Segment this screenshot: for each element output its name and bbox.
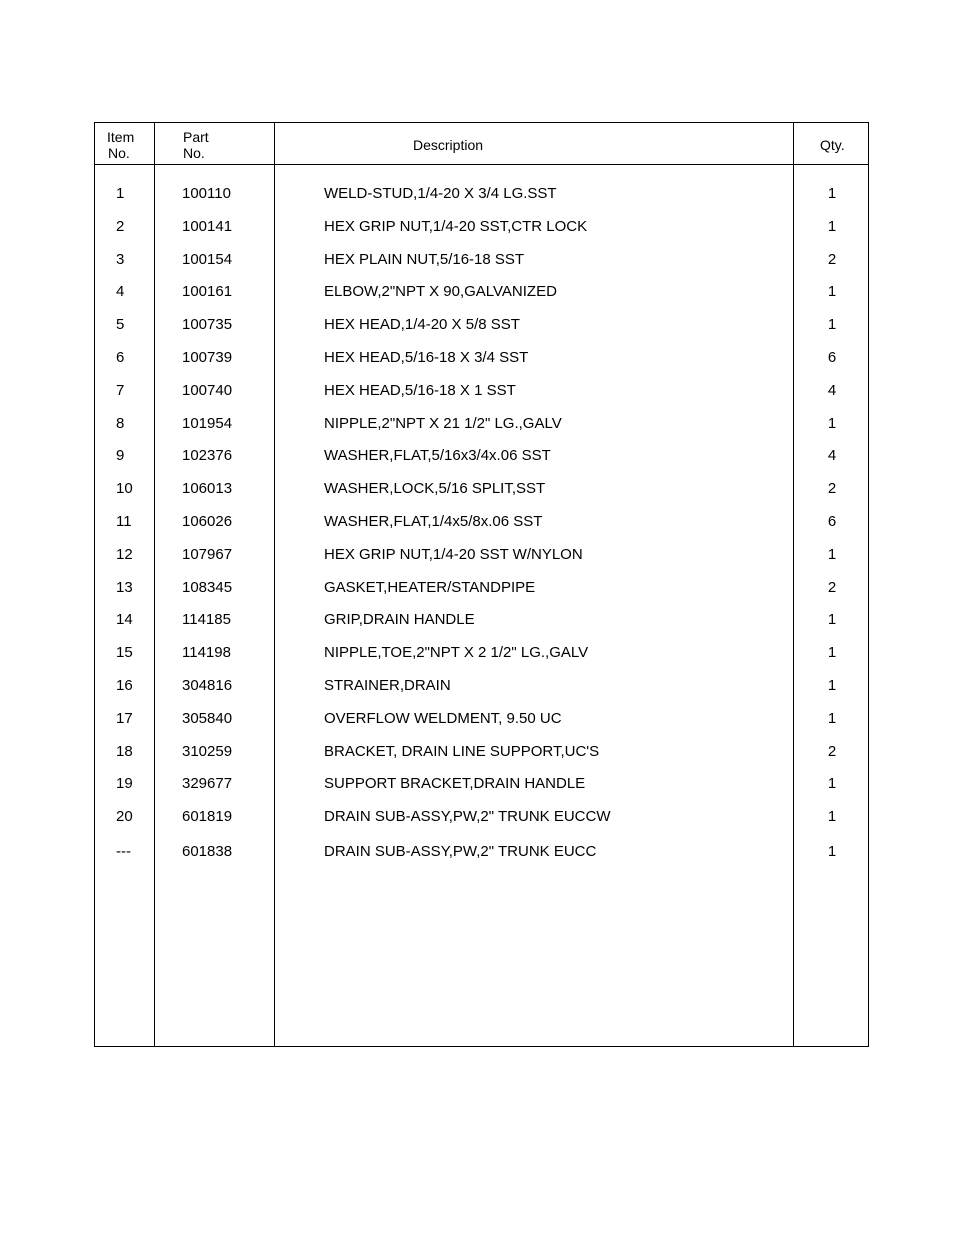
part-no: 100154 (182, 250, 233, 268)
table-row (95, 316, 868, 349)
part-description: WELD-STUD,1/4-20 X 3/4 LG.SST (324, 185, 557, 202)
table-row (95, 579, 868, 612)
item-no: 18 (116, 742, 133, 760)
part-no: 601838 (182, 842, 233, 860)
part-no: 100161 (182, 283, 233, 301)
quantity: 2 (827, 480, 837, 498)
item-no: 10 (116, 480, 133, 498)
parts-list-table (94, 122, 869, 1047)
part-description: HEX HEAD,5/16-18 X 1 SST (324, 381, 516, 399)
table-row (95, 283, 868, 316)
part-description: STRAINER,DRAIN (324, 676, 451, 694)
part-description: ELBOW,2"NPT X 90,GALVANIZED (324, 283, 557, 301)
quantity: 2 (827, 250, 837, 268)
part-description: BRACKET, DRAIN LINE SUPPORT,UC'S (324, 742, 600, 760)
quantity: 1 (827, 217, 837, 235)
quantity: 1 (827, 316, 837, 334)
part-description: OVERFLOW WELDMENT, 9.50 UC (324, 709, 562, 727)
table-row (95, 382, 868, 415)
quantity: 1 (827, 644, 837, 662)
part-no: 100110 (182, 185, 231, 202)
part-description: HEX GRIP NUT,1/4-20 SST,CTR LOCK (324, 217, 588, 235)
table-row (95, 415, 868, 448)
part-description: SUPPORT BRACKET,DRAIN HANDLE (324, 775, 586, 793)
table-row (95, 480, 868, 513)
part-no: 601819 (182, 808, 233, 826)
quantity: 1 (827, 545, 837, 563)
item-no: 5 (116, 316, 125, 334)
table-row (95, 447, 868, 480)
header-item-no (107, 129, 134, 161)
part-no: 106026 (182, 512, 233, 530)
part-description: NIPPLE,2"NPT X 21 1/2" LG.,GALV (324, 414, 562, 432)
part-no: 100141 (182, 217, 233, 235)
header-item-line2: No. (108, 145, 130, 161)
part-no: 329677 (182, 775, 233, 793)
part-no: 114198 (182, 644, 231, 662)
item-no: 19 (116, 775, 133, 793)
part-description: GRIP,DRAIN HANDLE (324, 611, 475, 629)
part-description: WASHER,LOCK,5/16 SPLIT,SST (324, 480, 546, 498)
table-row (95, 644, 868, 677)
table-row (95, 546, 868, 579)
quantity: 1 (827, 709, 837, 727)
part-description: HEX HEAD,1/4-20 X 5/8 SST (324, 316, 520, 334)
part-description: NIPPLE,TOE,2"NPT X 2 1/2" LG.,GALV (324, 644, 589, 662)
table-row (95, 710, 868, 743)
header-part-line1: Part (183, 129, 209, 145)
item-no: 13 (116, 578, 133, 596)
table-row (95, 775, 868, 808)
part-no: 100740 (182, 381, 233, 399)
item-no: --- (116, 842, 131, 860)
table-row (95, 251, 868, 284)
part-no: 114185 (182, 611, 231, 629)
part-description: DRAIN SUB-ASSY,PW,2" TRUNK EUCCW (324, 808, 611, 826)
header-description: Description (413, 137, 484, 153)
part-no: 100739 (182, 348, 233, 366)
table-row (95, 349, 868, 382)
part-description: GASKET,HEATER/STANDPIPE (324, 578, 536, 596)
quantity: 1 (827, 842, 837, 860)
header-item-line1: Item (107, 129, 135, 145)
part-description: WASHER,FLAT,5/16x3/4x.06 SST (324, 447, 551, 465)
item-no: 12 (116, 545, 133, 563)
item-no: 14 (116, 611, 133, 629)
item-no: 15 (116, 644, 133, 662)
table-row (95, 843, 868, 876)
header-part-line2: No. (183, 145, 205, 161)
item-no: 17 (116, 709, 133, 727)
item-no: 20 (116, 808, 133, 826)
item-no: 6 (116, 348, 125, 366)
quantity: 1 (827, 414, 837, 432)
table-row (95, 218, 868, 251)
part-description: HEX PLAIN NUT,5/16-18 SST (324, 250, 525, 268)
table-row (95, 611, 868, 644)
part-description: DRAIN SUB-ASSY,PW,2" TRUNK EUCC (324, 842, 597, 860)
quantity: 1 (827, 185, 837, 202)
table-row (95, 743, 868, 776)
table-row (95, 677, 868, 710)
part-no: 106013 (182, 480, 233, 498)
part-no: 100735 (182, 316, 233, 334)
table-body (95, 185, 868, 876)
quantity: 2 (827, 742, 837, 760)
quantity: 1 (827, 676, 837, 694)
part-no: 107967 (182, 545, 233, 563)
quantity: 6 (827, 512, 837, 530)
part-no: 310259 (182, 742, 233, 760)
part-no: 108345 (182, 578, 233, 596)
part-no: 305840 (182, 709, 233, 727)
quantity: 4 (827, 381, 837, 399)
part-description: WASHER,FLAT,1/4x5/8x.06 SST (324, 512, 543, 530)
part-description: HEX GRIP NUT,1/4-20 SST W/NYLON (324, 545, 583, 563)
quantity: 4 (827, 447, 837, 465)
part-no: 102376 (182, 447, 233, 465)
header-qty: Qty. (820, 137, 845, 153)
item-no: 4 (116, 283, 125, 301)
table-row (95, 808, 868, 841)
header-divider (95, 164, 868, 165)
table-row (95, 513, 868, 546)
quantity: 1 (827, 611, 837, 629)
item-no: 3 (116, 250, 125, 268)
quantity: 1 (827, 808, 837, 826)
table-row (95, 185, 868, 218)
item-no: 16 (116, 676, 133, 694)
item-no: 2 (116, 217, 125, 235)
quantity: 1 (827, 283, 837, 301)
part-no: 101954 (182, 414, 233, 432)
item-no: 11 (116, 512, 132, 530)
item-no: 1 (116, 185, 125, 202)
quantity: 1 (827, 775, 837, 793)
item-no: 8 (116, 414, 125, 432)
part-description: HEX HEAD,5/16-18 X 3/4 SST (324, 348, 529, 366)
quantity: 2 (827, 578, 837, 596)
header-part-no (183, 129, 209, 161)
quantity: 6 (827, 348, 837, 366)
item-no: 9 (116, 447, 125, 465)
part-no: 304816 (182, 676, 233, 694)
item-no: 7 (116, 381, 125, 399)
